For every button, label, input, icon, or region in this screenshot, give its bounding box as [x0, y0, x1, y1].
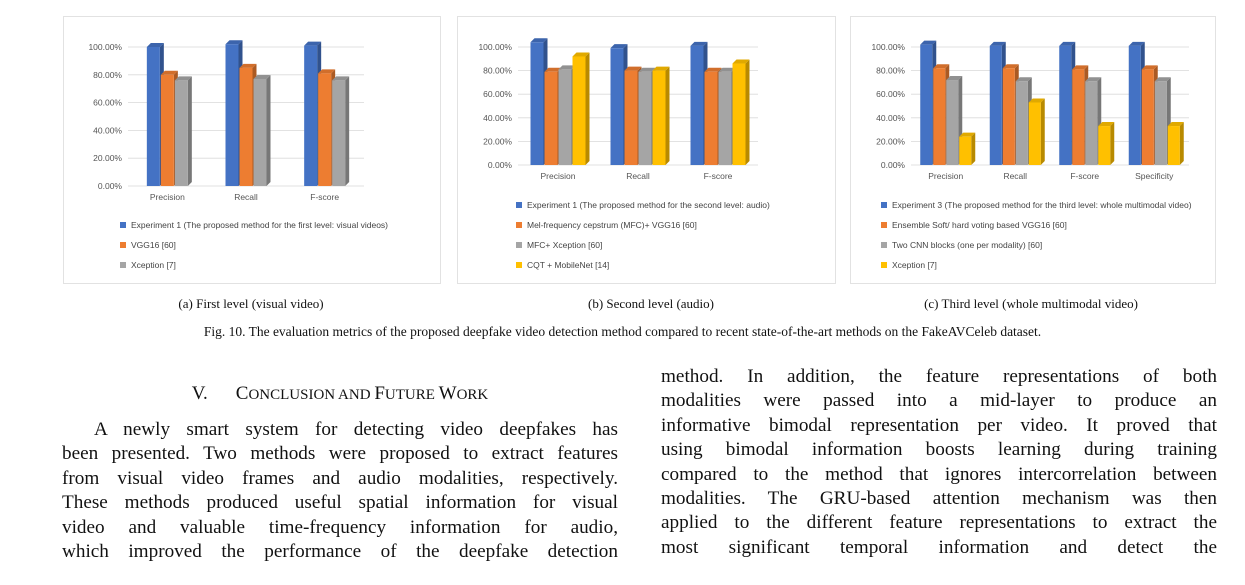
- bar-face: [1003, 68, 1015, 165]
- bar-face: [254, 79, 267, 186]
- bar-face: [691, 46, 704, 165]
- bar-face: [175, 80, 188, 186]
- y-tick-label: 0.00%: [880, 160, 905, 170]
- legend-swatch: [516, 262, 522, 268]
- legend-item: [516, 240, 602, 250]
- y-tick-label: 80.00%: [483, 65, 512, 76]
- chart-panel-third-level: [850, 16, 1216, 284]
- legend-label: Xception [7]: [892, 260, 937, 270]
- y-tick-label: 40.00%: [93, 125, 122, 136]
- legend-label: Xception [7]: [131, 260, 176, 270]
- bar: [959, 133, 975, 165]
- bar-face: [545, 72, 558, 165]
- y-tick-label: 60.00%: [483, 89, 512, 100]
- y-tick-label: 100.00%: [88, 42, 122, 52]
- bar-side: [746, 60, 750, 165]
- y-tick-label: 40.00%: [483, 112, 512, 123]
- text-line: using bimodal information boosts learning during training: [661, 439, 1217, 461]
- legend-item: [881, 260, 937, 270]
- chart-panel-second-level: [457, 16, 836, 284]
- legend-item: [881, 200, 1192, 210]
- bar-face: [1142, 69, 1154, 165]
- bar-face: [226, 44, 239, 186]
- legend-swatch: [881, 242, 887, 248]
- bar-side: [666, 67, 670, 165]
- bar-side: [188, 76, 192, 186]
- bar-side: [971, 133, 975, 165]
- y-tick-label: 60.00%: [876, 89, 905, 100]
- subcaption-a: (a) First level (visual video): [178, 296, 324, 311]
- bar-face: [1016, 81, 1028, 165]
- bar-face: [1072, 69, 1084, 165]
- y-tick-label: 20.00%: [876, 136, 905, 147]
- x-tick-label: Specificity: [1135, 171, 1174, 181]
- y-tick-label: 20.00%: [483, 136, 512, 147]
- legend-swatch: [881, 222, 887, 228]
- text-line: modalities. The GRU-based attention mechanism was then: [661, 488, 1217, 510]
- legend-swatch: [881, 262, 887, 268]
- legend-item: [881, 220, 1067, 230]
- legend-label: MFC+ Xception [60]: [527, 240, 603, 250]
- bar-face: [1098, 126, 1110, 165]
- bar-face: [733, 64, 746, 165]
- bar-face: [959, 137, 971, 165]
- legend-label: VGG16 [60]: [131, 240, 176, 250]
- bar-side: [1180, 122, 1184, 165]
- right-column-text: [661, 365, 1217, 560]
- bar-face: [161, 75, 174, 186]
- bar-side: [586, 52, 590, 165]
- bar-face: [1168, 126, 1180, 165]
- y-tick-label: 80.00%: [876, 65, 905, 76]
- legend-item: [120, 220, 388, 230]
- x-tick-label: F-score: [703, 171, 733, 181]
- text-line: most significant temporal information and detect the: [661, 536, 1217, 558]
- x-tick-label: Precision: [928, 171, 964, 181]
- text-line: video and valuable time-frequency information for audio,: [62, 516, 618, 538]
- text-line: A newly smart system for detecting video deepfakes has: [94, 419, 618, 440]
- legend-swatch: [516, 202, 522, 208]
- bar: [1098, 122, 1114, 165]
- text-line: which improved the performance of the deepfake detection: [62, 541, 618, 563]
- bar-face: [1129, 46, 1141, 165]
- x-tick-label: Recall: [626, 171, 650, 181]
- bar-face: [990, 46, 1002, 165]
- legend-swatch: [516, 222, 522, 228]
- bar: [653, 67, 670, 165]
- text-line: compared to the method that ignores intercorrelation between: [661, 463, 1217, 485]
- bar-face: [625, 71, 638, 165]
- legend-label: Experiment 3 (The proposed method for the third level: whole multimodal video): [892, 200, 1192, 210]
- section-number: V.: [191, 383, 208, 404]
- bar: [1029, 98, 1045, 165]
- text-line: from visual video frames and audio modalities, respectively.: [62, 467, 618, 489]
- subcaption-c: (c) Third level (whole multimodal video): [924, 296, 1138, 311]
- y-tick-label: 60.00%: [93, 97, 122, 108]
- legend-label: Ensemble Soft/ hard voting based VGG16 [60]: [892, 220, 1067, 230]
- bar-face: [719, 72, 732, 165]
- y-tick-label: 0.00%: [487, 160, 512, 170]
- chart-second-level: [458, 17, 835, 283]
- legend-label: Experiment 1 (The proposed method for the second level: audio): [527, 200, 770, 210]
- bar-face: [1085, 81, 1097, 165]
- bar-face: [147, 47, 160, 186]
- y-tick-label: 80.00%: [93, 69, 122, 80]
- bar-face: [933, 68, 945, 165]
- legend-swatch: [120, 262, 126, 268]
- bar-face: [332, 80, 345, 186]
- legend-label: Two CNN blocks (one per modality) [60]: [892, 240, 1043, 250]
- text-line: These methods produced useful spatial information for visual: [62, 492, 618, 514]
- bar-face: [611, 48, 624, 165]
- x-tick-label: Recall: [1003, 171, 1028, 181]
- bar-face: [1059, 46, 1071, 165]
- bar-face: [705, 72, 718, 165]
- x-tick-label: F-score: [1070, 171, 1100, 181]
- chart-panel-first-level: [63, 16, 441, 284]
- subcaption-b: (b) Second level (audio): [588, 296, 714, 311]
- x-tick-label: Recall: [234, 192, 258, 202]
- legend-swatch: [516, 242, 522, 248]
- bar: [175, 76, 192, 186]
- bar-face: [531, 42, 544, 165]
- legend-item: [516, 220, 697, 230]
- bar-face: [653, 71, 666, 165]
- text-line: method. In addition, the feature representations of both: [661, 366, 1217, 387]
- bar-face: [1029, 102, 1041, 165]
- legend-swatch: [120, 222, 126, 228]
- bar-face: [920, 45, 932, 165]
- y-tick-label: 100.00%: [871, 42, 905, 52]
- bar-face: [318, 73, 331, 186]
- bar-side: [1110, 122, 1114, 165]
- bar-face: [639, 72, 652, 165]
- left-column-text: [62, 418, 618, 564]
- bar-side: [267, 75, 271, 186]
- text-line: applied to the different feature representations to extract the: [661, 512, 1217, 534]
- bar: [254, 75, 271, 186]
- x-tick-label: F-score: [310, 192, 340, 202]
- legend-item: [881, 240, 1042, 250]
- legend-item: [120, 240, 176, 250]
- bar-side: [1041, 98, 1045, 165]
- bar-face: [573, 56, 586, 165]
- legend-swatch: [881, 202, 887, 208]
- bar: [1168, 122, 1184, 165]
- bar: [733, 60, 750, 165]
- legend-item: [516, 200, 770, 210]
- x-tick-label: Precision: [540, 171, 576, 181]
- section-title: CONCLUSION AND FUTURE WORK: [235, 383, 489, 404]
- bar-face: [1155, 81, 1167, 165]
- legend-item: [516, 260, 609, 270]
- bar-side: [345, 76, 349, 186]
- bar: [332, 76, 349, 186]
- y-tick-label: 20.00%: [93, 153, 122, 164]
- legend-label: Mel-frequency cepstrum (MFC)+ VGG16 [60]: [527, 220, 697, 230]
- bar-face: [946, 80, 958, 165]
- text-line: informative bimodal representation per video. It proved that: [661, 414, 1217, 436]
- bar-face: [240, 68, 253, 186]
- bar-face: [559, 69, 572, 165]
- y-tick-label: 40.00%: [876, 112, 905, 123]
- legend-label: CQT + MobileNet [14]: [527, 260, 610, 270]
- bar: [573, 52, 590, 165]
- bar-face: [304, 46, 317, 186]
- text-line: modalities were passed into a mid-layer to produce an: [661, 390, 1217, 412]
- legend-item: [120, 260, 176, 270]
- legend-swatch: [120, 242, 126, 248]
- legend-label: Experiment 1 (The proposed method for the first level: visual videos): [131, 220, 389, 230]
- figure-caption: Fig. 10. The evaluation metrics of the proposed deepfake video detection method compared to recent state-of-the-art methods on the FakeAVCeleb dataset.: [203, 324, 1042, 339]
- section-heading: [62, 383, 618, 405]
- y-tick-label: 100.00%: [478, 42, 512, 52]
- y-tick-label: 0.00%: [97, 181, 122, 191]
- x-tick-label: Precision: [149, 192, 185, 202]
- text-line: been presented. Two methods were proposed to extract features: [62, 443, 618, 465]
